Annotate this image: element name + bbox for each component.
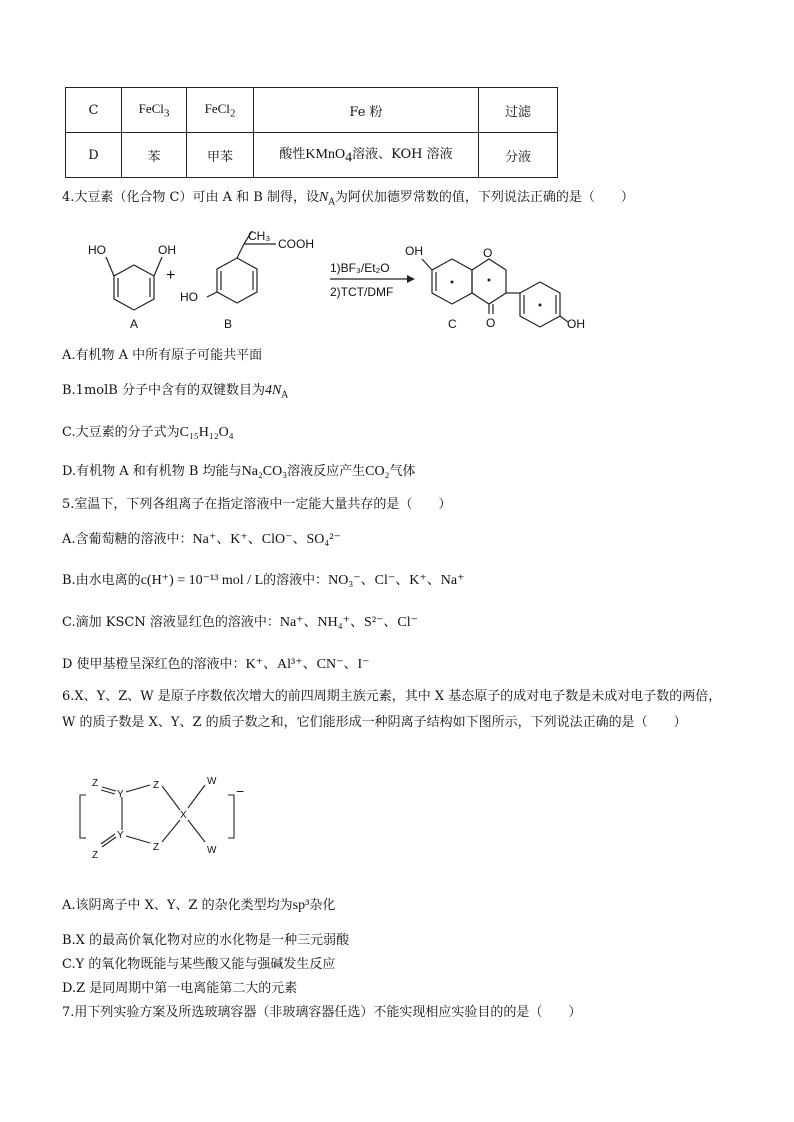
anion-structure [70,770,260,870]
structure-text: − [236,783,245,799]
scheme-text: O [483,246,493,260]
table-cell: FeCl$_2$ [187,88,254,133]
table-cell: 酸性KMnO$_4$溶液、KOH 溶液 [254,133,479,178]
table-row [66,133,558,178]
scheme-text: CH₃ [248,229,271,243]
table-cell: FeCl$_3$ [122,88,187,133]
question-5-option-d: D 使甲基橙呈深红色的溶液中：K⁺、Al³⁺、CN⁻、I⁻ [62,657,370,672]
table-cell: 甲苯 [187,133,254,178]
structure-text: Y [117,789,124,800]
scheme-text: OH [567,317,585,331]
question-6-stem: 6.X、Y、Z、W 是原子序数依次增大的前四周期主族元素，其中 X 基态原子的成对电子数是未成对电子数的两倍，W 的质子数是 X、Y、Z 的质子数之和，它们能形成一种阴离子结构如下图所示，下列说法正确的是（ ） [62,689,722,730]
question-4-option-b: B.1molB 分子中含有的双键数目为$4N_A$ [62,383,288,401]
question-4-option-a: A.有机物 A 中所有原子可能共平面 [62,348,263,363]
table-cell: C [66,88,122,133]
structure-text: Z [153,780,160,791]
structure-text: W [207,776,217,787]
scheme-text: OH [158,243,176,257]
scheme-text: HO [180,290,198,304]
table-cell: 分液 [479,133,558,178]
scheme-text: 2)TCT/DMF [330,285,394,299]
scheme-text: O [486,316,496,330]
scheme-text: OH [405,244,423,258]
structure-text: Z [153,842,160,853]
scheme-text: + [166,267,176,284]
question-7-stem: 7.用下列实验方案及所选玻璃容器（非玻璃容器任选）不能实现相应实验目的的是（ ） [62,1005,582,1020]
question-6-option-d: D.Z 是同周期中第一电离能第二大的元素 [62,981,298,996]
structure-text: Y [117,830,124,841]
structure-text: Z [92,778,99,789]
question-5-option-b: B.由水电离的c(H⁺) = 10⁻¹³ mol / L的溶液中：NO₃⁻、Cl⁻、K⁺、Na⁺ [62,573,465,588]
question-4-stem: 4.大豆素（化合物 C）可由 A 和 B 制得，设$N_A$为阿伏加德罗常数的值，下列说法正确的是（ ） [62,190,634,208]
question-6-option-a: A.该阴离子中 X、Y、Z 的杂化类型均为sp³杂化 [62,898,336,913]
table-cell: Fe 粉 [254,88,479,133]
scheme-text: C [448,317,457,331]
table-cell: 过滤 [479,88,558,133]
scheme-text: COOH [278,237,314,251]
reaction-scheme [62,222,587,335]
question-6-option-b: B.X 的最高价氧化物对应的水化物是一种三元弱酸 [62,933,350,948]
question-5-stem: 5.室温下，下列各组离子在指定溶液中一定能大量共存的是（ ） [62,497,452,512]
scheme-text: B [224,317,233,331]
structure-text: Z [92,850,99,861]
question-5-option-c: C.滴加 KSCN 溶液显红色的溶液中：Na⁺、NH₄⁺、S²⁻、Cl⁻ [62,615,419,630]
scheme-text: A [130,317,139,331]
options-table [65,87,558,178]
scheme-text: 1)BF₃/Et₂O [330,261,390,275]
scheme-text: HO [88,243,106,257]
question-4-option-d: D.有机物 A 和有机物 B 均能与Na₂CO₃溶液反应产生CO₂气体 [62,464,416,479]
structure-text: W [207,845,217,856]
table-row [66,88,558,133]
table-cell: 苯 [122,133,187,178]
question-6-option-c: C.Y 的氧化物既能与某些酸又能与强碱发生反应 [62,957,336,972]
structure-text: X [180,810,187,821]
question-4-option-c: C.大豆素的分子式为C₁₅H₁₂O₄ [62,425,234,440]
question-5-option-a: A.含葡萄糖的溶液中：Na⁺、K⁺、ClO⁻、SO₄²⁻ [62,532,341,547]
table-cell: D [66,133,122,178]
